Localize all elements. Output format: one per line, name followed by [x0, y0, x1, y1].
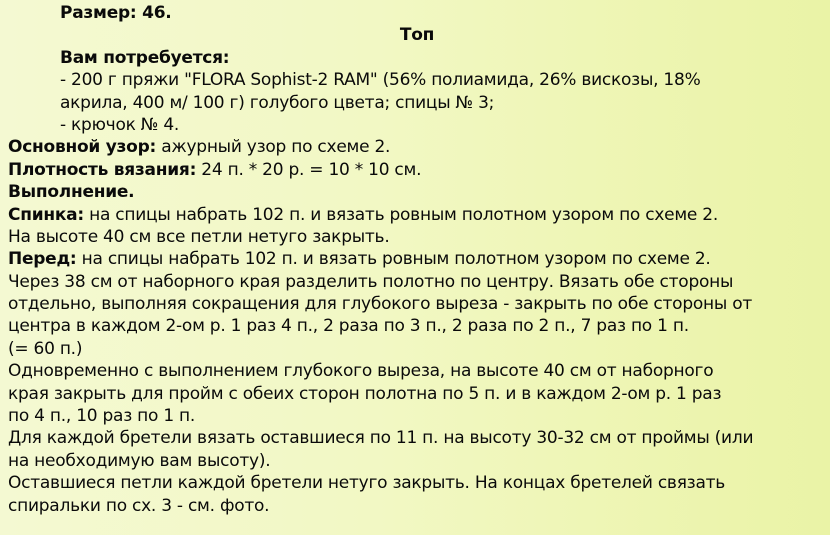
- simultaneous-line-2: края закрыть для пройм с обеих сторон полотна по 5 п. и в каждом 2-ом р. 1 раз: [8, 383, 722, 404]
- materials-line-2: акрила, 400 м/ 100 г) голубого цвета; спицы № 3;: [60, 92, 495, 113]
- simultaneous-line-1: Одновременно с выполнением глубокого выреза, на высоте 40 см от наборного: [8, 361, 714, 382]
- materials-line-3: - крючок № 4.: [60, 114, 180, 135]
- materials-line-1: - 200 г пряжи "FLORA Sophist-2 RAM" (56% полиамида, 26% вискозы, 18%: [60, 70, 701, 91]
- front-paragraph-line-2: Через 38 см от наборного края разделить полотно по центру. Вязать обе стороны: [8, 271, 734, 292]
- main-pattern-paragraph: [8, 136, 826, 158]
- front-paragraph-line-3: отдельно, выполняя сокращения для глубокого выреза - закрыть по обе стороны от: [8, 294, 753, 315]
- main-pattern-text: ажурный узор по схеме 2.: [156, 137, 391, 158]
- finishing-line-2: спиральки по сх. 3 - см. фото.: [8, 495, 270, 516]
- front-paragraph-line-5: (= 60 п.): [8, 338, 83, 359]
- straps-line-2: на необходимую вам высоту).: [8, 450, 271, 471]
- pattern-document: [8, 2, 826, 517]
- simultaneous-line-3: по 4 п., 10 раз по 1 п.: [8, 406, 196, 427]
- materials-heading: Вам потребуется:: [60, 47, 230, 68]
- gauge-text: 24 п. * 20 р. = 10 * 10 см.: [196, 159, 422, 180]
- front-paragraph-line-1: [8, 248, 826, 270]
- execution-heading: Выполнение.: [8, 182, 135, 203]
- front-text-1: на спицы набрать 102 п. и вязать ровным полотном узором по схеме 2.: [76, 249, 711, 270]
- back-text-1: на спицы набрать 102 п. и вязать ровным полотном узором по схеме 2.: [83, 204, 719, 225]
- size-label: Размер: 46.: [60, 3, 172, 23]
- straps-line-1: Для каждой бретели вязать оставшиеся по 11 п. на высоту 30-32 см от проймы (или: [8, 428, 754, 449]
- main-pattern-label: Основной узор:: [8, 137, 157, 158]
- front-label: Перед:: [8, 249, 77, 270]
- gauge-label: Плотность вязания:: [8, 159, 197, 180]
- gauge-paragraph: [8, 159, 826, 181]
- document-title: Топ: [399, 25, 435, 46]
- back-label: Спинка:: [8, 204, 84, 225]
- back-paragraph-line-2: На высоте 40 см все петли нетуго закрыть.: [8, 226, 390, 247]
- back-paragraph-line-1: [8, 204, 826, 226]
- front-paragraph-line-4: центра в каждом 2-ом р. 1 раз 4 п., 2 раза по 3 п., 2 раза по 2 п., 7 раз по 1 п.: [8, 316, 689, 337]
- finishing-line-1: Оставшиеся петли каждой бретели нетуго закрыть. На концах бретелей связать: [8, 473, 726, 494]
